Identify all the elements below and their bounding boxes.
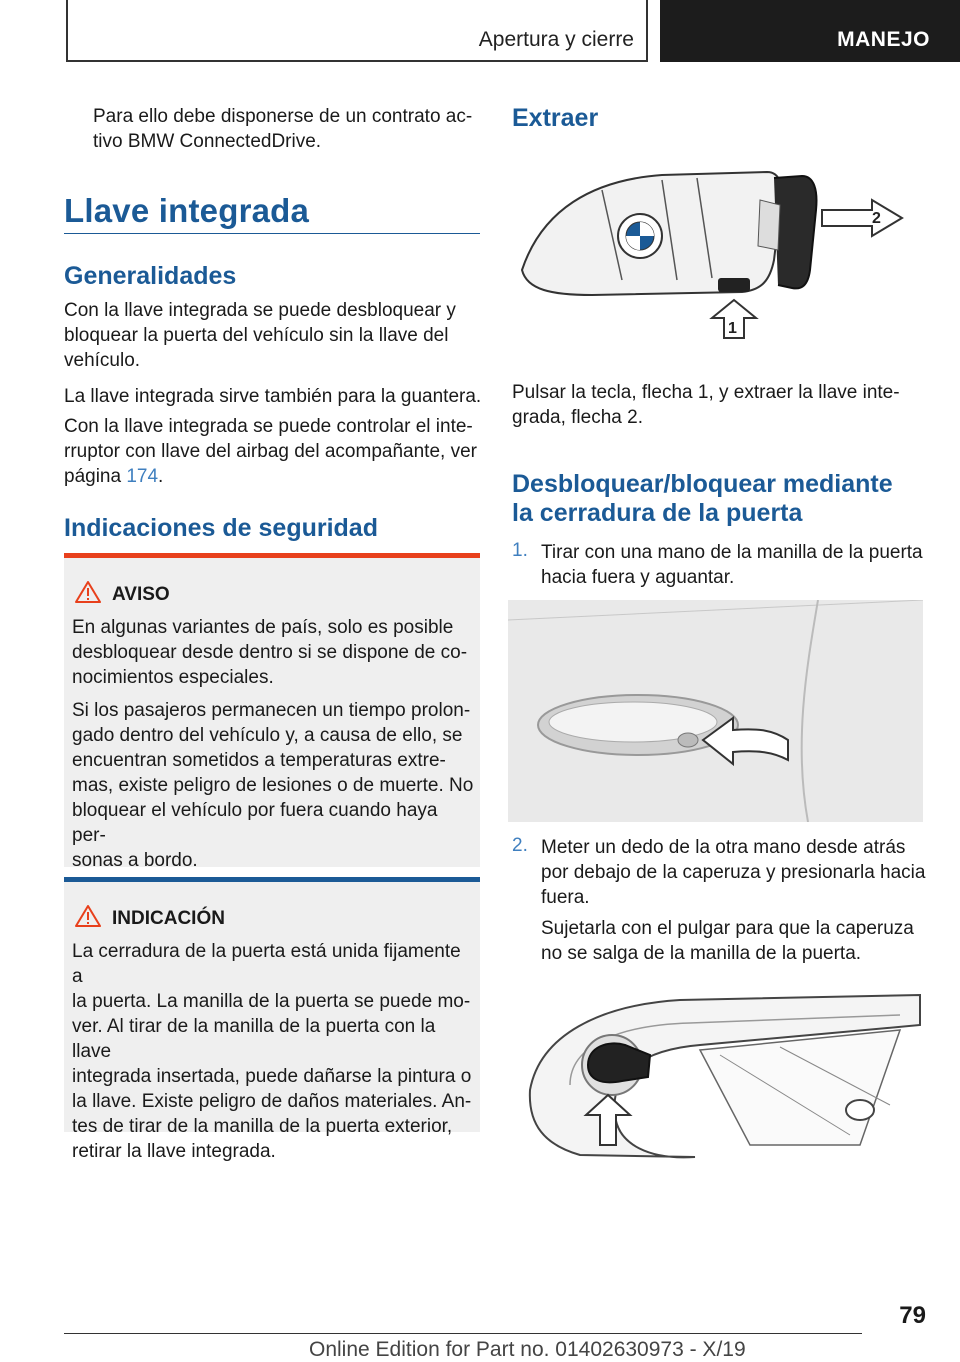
heading-generalidades: Generalidades [64,262,237,290]
header-section-title: Apertura y cierre [478,28,634,51]
aviso-title: AVISO [112,584,170,605]
header-box [66,0,648,62]
aviso-text [72,615,474,881]
step-1-text: Tirar con una mano de la manilla de la puerta hacia fuera y aguantar. [541,542,923,588]
indicacion-box [64,877,480,1162]
heading-indicaciones-seguridad: Indicaciones de seguridad [64,514,378,542]
page-link-174[interactable]: 174 [126,466,159,487]
paragraph-3-text: Con la llave integrada se puede controlar el inte- rruptor con llave del airbag del acompañante, ver página [64,416,477,487]
aviso-paragraph-1: En algunas variantes de país, solo es posible desbloquear desde dentro si se dispone de co- nocimientos especiales. [72,617,468,688]
step-2-text: Meter un dedo de la otra mano desde atrás por debajo de la caperuza y presionarla hacia fuera. [541,837,926,908]
warning-triangle-icon [75,580,101,604]
indicacion-bar [64,877,480,882]
step-2-subtext: Sujetarla con el pulgar para que la caperuza no se salga de la manilla de la puerta. [541,918,914,964]
generalidades-paragraph-3 [64,414,484,489]
key-extraction-illustration [512,150,922,360]
heading-extraer: Extraer [512,104,599,132]
step-1-number: 1. [512,540,528,561]
indicacion-title: INDICACIÓN [112,908,225,929]
footer-edition: Online Edition for Part no. 01402630973 - X/19 [309,1338,746,1361]
section-heading-llave-integrada: Llave integrada [64,192,310,229]
arrow-1-label: 1 [728,320,737,337]
door-handle-cap-illustration [520,985,925,1170]
page-number: 79 [899,1302,926,1329]
paragraph-3-end: . [158,466,164,487]
footer-rule [64,1333,862,1334]
heading-cerradura: Desbloquear/bloquear mediante la cerradura de la puerta [512,470,893,527]
heading-rule [64,233,480,234]
indicacion-text [72,939,474,1172]
step-2-number: 2. [512,835,528,856]
door-handle-illustration [508,600,923,822]
warning-triangle-icon [75,904,101,928]
extraer-paragraph: Pulsar la tecla, flecha 1, y extraer la llave inte- grada, flecha 2. [512,382,900,428]
indicacion-paragraph-1: La cerradura de la puerta está unida fijamente a la puerta. La manilla de la puerta se puede mo- ver. Al tirar de la manilla de la puerta con la llave integrada insertada, puede dañarse la pintura o la llave. Existe peligro de daños materiales. An- tes de tirar de la manilla de la puerta exterior, retirar la llave integrada. [72,941,472,1162]
header-chapter-tab[interactable]: MANEJO [660,0,960,62]
aviso-box [64,553,480,871]
arrow-2-label: 2 [872,210,881,227]
intro-paragraph: Para ello debe disponerse de un contrato ac- tivo BMW ConnectedDrive. [93,106,473,152]
generalidades-paragraph-1: Con la llave integrada se puede desbloquear y bloquear la puerta del vehículo sin la llave del vehículo. [64,300,456,371]
aviso-paragraph-2: Si los pasajeros permanecen un tiempo prolon- gado dentro del vehículo y, a causa de ello, se encuentran sometidos a temperaturas extre- mas, existe peligro de lesiones o de muerte. No bloquear el vehículo por fuera cuando haya per- sonas a bordo. [72,700,474,871]
aviso-bar [64,553,480,558]
generalidades-paragraph-2: La llave integrada sirve también para la guantera. [64,386,482,407]
